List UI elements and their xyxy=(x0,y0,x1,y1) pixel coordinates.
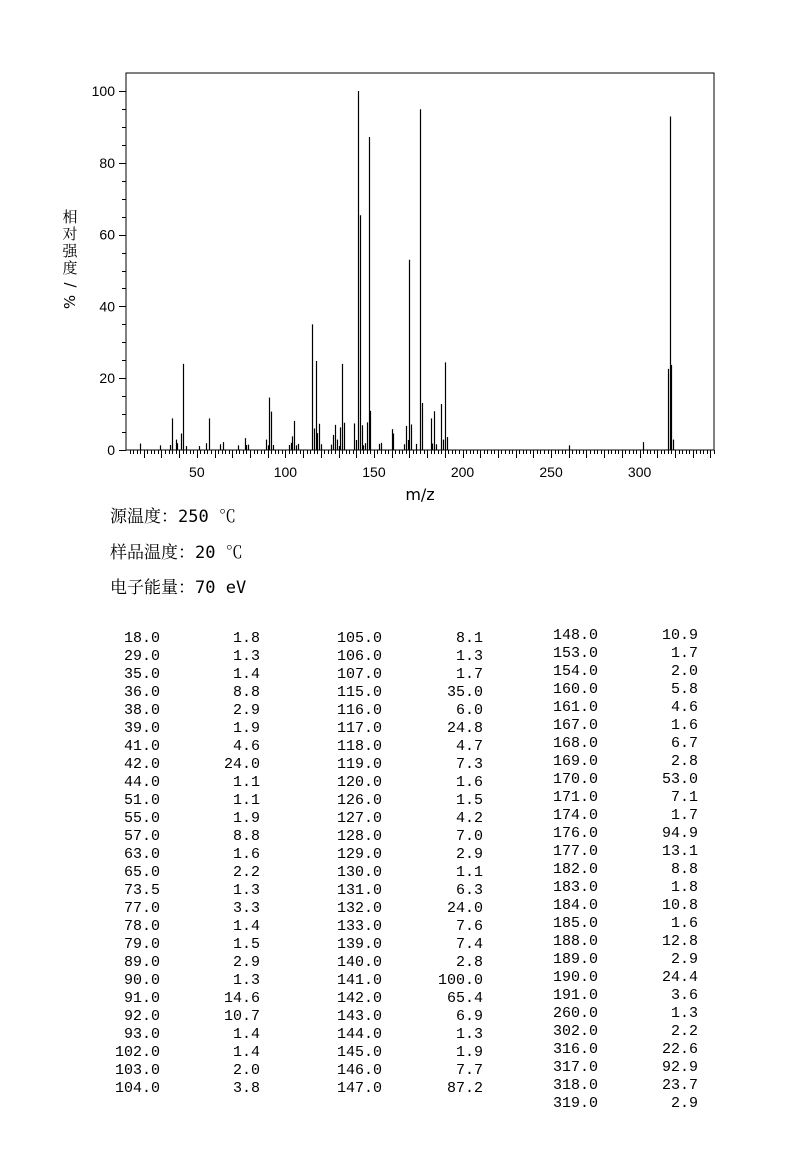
peak-table-row xyxy=(0,861,698,879)
peak-abundance: 1.4 xyxy=(232,918,260,935)
peak-table-row xyxy=(0,987,698,1005)
peak-abundance: 10.9 xyxy=(661,627,698,644)
peak-abundance: 1.3 xyxy=(232,972,260,989)
peak-abundance: 1.4 xyxy=(232,666,260,683)
y-axis-label-char: 强 xyxy=(62,242,78,260)
peak-abundance: 53.0 xyxy=(661,771,698,788)
x-tick-label: 50 xyxy=(189,464,205,480)
peak-abundance: 2.9 xyxy=(455,846,483,863)
peak-abundance: 7.4 xyxy=(455,936,483,953)
peak-mz: 57.0 xyxy=(123,828,160,845)
peak-table-row xyxy=(0,969,698,987)
peak-abundance: 24.4 xyxy=(661,969,698,986)
peak-mz: 145.0 xyxy=(336,1044,382,1061)
peak-table-row xyxy=(0,1023,698,1041)
peak-mz: 127.0 xyxy=(336,810,382,827)
peak-mz: 65.0 xyxy=(123,864,160,881)
peak-abundance: 2.0 xyxy=(232,1062,260,1079)
peak-abundance: 1.3 xyxy=(232,648,260,665)
peak-mz: 260.0 xyxy=(552,1005,598,1022)
peak-table-row xyxy=(0,771,698,789)
peak-abundance: 2.9 xyxy=(670,1095,698,1112)
peak-mz: 41.0 xyxy=(123,738,160,755)
peak-abundance: 1.8 xyxy=(670,879,698,896)
peak-mz: 171.0 xyxy=(552,789,598,806)
peak-abundance: 94.9 xyxy=(661,825,698,842)
peak-mz: 102.0 xyxy=(114,1044,160,1061)
peak-abundance: 2.8 xyxy=(670,753,698,770)
peak-mz: 51.0 xyxy=(123,792,160,809)
peak-mz: 35.0 xyxy=(123,666,160,683)
peak-abundance: 65.4 xyxy=(446,990,483,1007)
peak-mz: 42.0 xyxy=(123,756,160,773)
peak-abundance: 23.7 xyxy=(661,1077,698,1094)
peak-mz: 139.0 xyxy=(336,936,382,953)
peak-abundance: 24.8 xyxy=(446,720,483,737)
peak-abundance: 1.6 xyxy=(232,846,260,863)
peak-abundance: 87.2 xyxy=(446,1080,483,1097)
peak-table-row xyxy=(0,699,698,717)
peak-abundance: 12.8 xyxy=(661,933,698,950)
peak-abundance: 4.7 xyxy=(455,738,483,755)
peak-abundance: 100.0 xyxy=(437,972,483,989)
peak-mz: 93.0 xyxy=(123,1026,160,1043)
peak-abundance: 4.6 xyxy=(232,738,260,755)
peak-abundance: 1.4 xyxy=(232,1044,260,1061)
peak-abundance: 8.8 xyxy=(232,684,260,701)
peak-mz: 144.0 xyxy=(336,1026,382,1043)
peak-mz: 18.0 xyxy=(123,630,160,647)
peak-abundance: 4.2 xyxy=(455,810,483,827)
x-tick-label: 200 xyxy=(450,464,475,480)
peak-mz: 36.0 xyxy=(123,684,160,701)
peak-abundance: 1.8 xyxy=(232,630,260,647)
peak-abundance: 1.1 xyxy=(232,792,260,809)
peak-abundance: 7.0 xyxy=(455,828,483,845)
y-tick-label: 100 xyxy=(91,83,115,99)
peak-abundance: 2.9 xyxy=(232,702,260,719)
peak-abundance: 8.8 xyxy=(232,828,260,845)
peak-abundance: 35.0 xyxy=(446,684,483,701)
peak-abundance: 2.9 xyxy=(670,951,698,968)
x-tick-label: 150 xyxy=(362,464,386,480)
peak-abundance: 1.9 xyxy=(232,720,260,737)
peak-abundance: 6.3 xyxy=(455,882,483,899)
peak-abundance: 2.9 xyxy=(232,954,260,971)
peak-table-column-3 xyxy=(0,627,698,1113)
peak-mz: 73.5 xyxy=(123,882,160,899)
peak-mz: 55.0 xyxy=(123,810,160,827)
peak-mz: 105.0 xyxy=(336,630,382,647)
peak-table-row xyxy=(0,1041,698,1059)
y-axis-label-char: / xyxy=(61,282,79,288)
peak-table-row xyxy=(0,1005,698,1023)
peak-abundance: 1.4 xyxy=(232,1026,260,1043)
peak-abundance: 1.7 xyxy=(670,807,698,824)
peak-mz: 318.0 xyxy=(552,1077,598,1094)
peak-mz: 104.0 xyxy=(114,1080,160,1097)
peak-abundance: 1.9 xyxy=(232,810,260,827)
peak-mz: 141.0 xyxy=(336,972,382,989)
y-axis-label-char: 对 xyxy=(62,225,78,243)
peak-mz: 169.0 xyxy=(552,753,598,770)
y-tick-label: 0 xyxy=(107,442,115,458)
peak-abundance: 6.0 xyxy=(455,702,483,719)
peak-table-row xyxy=(0,951,698,969)
peak-mz: 182.0 xyxy=(552,861,598,878)
peak-table-row xyxy=(0,627,698,645)
peak-abundance: 92.9 xyxy=(661,1059,698,1076)
peak-mz: 154.0 xyxy=(552,663,598,680)
peak-abundance: 1.3 xyxy=(455,1026,483,1043)
x-tick-label: 300 xyxy=(627,464,652,480)
peak-abundance: 6.9 xyxy=(455,1008,483,1025)
peak-mz: 130.0 xyxy=(336,864,382,881)
peak-mz: 161.0 xyxy=(552,699,598,716)
y-tick-label: 60 xyxy=(99,226,115,243)
peak-table-row xyxy=(0,933,698,951)
peak-abundance: 2.8 xyxy=(455,954,483,971)
peak-mz: 79.0 xyxy=(123,936,160,953)
peak-table-row xyxy=(0,735,698,753)
peak-mz: 89.0 xyxy=(123,954,160,971)
peak-abundance: 1.1 xyxy=(455,864,483,881)
peak-table-row xyxy=(0,1095,698,1113)
y-tick-label: 20 xyxy=(99,370,115,387)
peak-abundance: 1.7 xyxy=(455,666,483,683)
peak-table-row xyxy=(0,645,698,663)
peak-table-row xyxy=(0,663,698,681)
peak-mz: 317.0 xyxy=(552,1059,598,1076)
peak-abundance: 1.6 xyxy=(455,774,483,791)
peak-mz: 129.0 xyxy=(336,846,382,863)
electron-energy: 电子能量：70 eV xyxy=(110,578,247,598)
peak-mz: 176.0 xyxy=(552,825,598,842)
peak-mz: 44.0 xyxy=(123,774,160,791)
peak-abundance: 1.9 xyxy=(455,1044,483,1061)
peak-mz: 177.0 xyxy=(552,843,598,860)
peak-abundance: 24.0 xyxy=(223,756,260,773)
peak-abundance: 10.8 xyxy=(661,897,698,914)
peak-mz: 184.0 xyxy=(552,897,598,914)
peak-mz: 106.0 xyxy=(336,648,382,665)
peak-table-row xyxy=(0,753,698,771)
peak-mz: 190.0 xyxy=(552,969,598,986)
peak-mz: 29.0 xyxy=(123,648,160,665)
peak-mz: 191.0 xyxy=(552,987,598,1004)
peak-abundance: 5.8 xyxy=(670,681,698,698)
peak-abundance: 1.5 xyxy=(455,792,483,809)
peak-abundance: 14.6 xyxy=(223,990,260,1007)
peak-abundance: 22.6 xyxy=(661,1041,698,1058)
peak-abundance: 1.3 xyxy=(670,1005,698,1022)
peak-abundance: 7.1 xyxy=(670,789,698,806)
peak-mz: 78.0 xyxy=(123,918,160,935)
mass-spectrum-chart xyxy=(0,0,794,510)
peak-abundance: 24.0 xyxy=(446,900,483,917)
peak-abundance: 3.3 xyxy=(232,900,260,917)
peak-mz: 118.0 xyxy=(336,738,382,755)
peak-table-row xyxy=(0,681,698,699)
peak-mz: 143.0 xyxy=(336,1008,382,1025)
peak-table-row xyxy=(0,825,698,843)
peak-abundance: 2.2 xyxy=(232,864,260,881)
peak-table-row xyxy=(0,879,698,897)
peak-abundance: 10.7 xyxy=(223,1008,260,1025)
peak-mz: 167.0 xyxy=(552,717,598,734)
peak-abundance: 4.6 xyxy=(670,699,698,716)
peak-abundance: 8.1 xyxy=(455,630,483,647)
peak-table-row xyxy=(0,1077,698,1095)
peak-mz: 120.0 xyxy=(336,774,382,791)
peak-mz: 319.0 xyxy=(552,1095,598,1112)
peak-mz: 189.0 xyxy=(552,951,598,968)
peak-mz: 188.0 xyxy=(552,933,598,950)
peak-abundance: 7.6 xyxy=(455,918,483,935)
peak-mz: 131.0 xyxy=(336,882,382,899)
peak-mz: 148.0 xyxy=(552,627,598,644)
peak-table-row xyxy=(0,1059,698,1077)
peak-abundance: 1.1 xyxy=(232,774,260,791)
peak-mz: 140.0 xyxy=(336,954,382,971)
peak-mz: 119.0 xyxy=(336,756,382,773)
source-temperature: 源温度：250 ℃ xyxy=(110,507,236,527)
y-axis-label-char: 度 xyxy=(62,259,78,277)
peak-mz: 133.0 xyxy=(336,918,382,935)
peak-mz: 90.0 xyxy=(123,972,160,989)
peak-mz: 142.0 xyxy=(336,990,382,1007)
peak-abundance: 1.7 xyxy=(670,645,698,662)
peak-mz: 146.0 xyxy=(336,1062,382,1079)
peak-mz: 39.0 xyxy=(123,720,160,737)
peak-mz: 92.0 xyxy=(123,1008,160,1025)
sample-temperature: 样品温度：20 ℃ xyxy=(110,543,243,563)
peak-mz: 183.0 xyxy=(552,879,598,896)
peak-abundance: 2.2 xyxy=(670,1023,698,1040)
peak-mz: 116.0 xyxy=(336,702,382,719)
peak-abundance: 13.1 xyxy=(661,843,698,860)
peak-mz: 153.0 xyxy=(552,645,598,662)
peak-table-row xyxy=(0,807,698,825)
peak-mz: 103.0 xyxy=(114,1062,160,1079)
peak-mz: 160.0 xyxy=(552,681,598,698)
peak-mz: 128.0 xyxy=(336,828,382,845)
peak-table-row xyxy=(0,789,698,807)
peak-abundance: 6.7 xyxy=(670,735,698,752)
peak-table-row xyxy=(0,897,698,915)
peak-abundance: 1.3 xyxy=(455,648,483,665)
peak-abundance: 1.6 xyxy=(670,915,698,932)
peak-abundance: 7.3 xyxy=(455,756,483,773)
peak-abundance: 8.8 xyxy=(670,861,698,878)
peak-mz: 132.0 xyxy=(336,900,382,917)
peak-mz: 117.0 xyxy=(336,720,382,737)
peak-table-row xyxy=(0,843,698,861)
peak-mz: 126.0 xyxy=(336,792,382,809)
peak-abundance: 1.5 xyxy=(232,936,260,953)
peak-mz: 147.0 xyxy=(336,1080,382,1097)
peak-mz: 170.0 xyxy=(552,771,598,788)
peak-mz: 91.0 xyxy=(123,990,160,1007)
peak-table-row xyxy=(0,915,698,933)
y-tick-label: 80 xyxy=(99,154,115,171)
y-axis-label-char: % xyxy=(61,294,79,310)
peak-mz: 38.0 xyxy=(123,702,160,719)
peak-mz: 316.0 xyxy=(552,1041,598,1058)
y-axis-label-char: 相 xyxy=(62,208,78,226)
peak-table-row xyxy=(0,717,698,735)
peak-mz: 168.0 xyxy=(552,735,598,752)
peak-mz: 107.0 xyxy=(336,666,382,683)
peak-mz: 115.0 xyxy=(336,684,382,701)
y-tick-label: 40 xyxy=(99,298,115,315)
peak-mz: 185.0 xyxy=(552,915,598,932)
x-tick-label: 250 xyxy=(539,464,563,480)
peak-abundance: 3.8 xyxy=(232,1080,260,1097)
x-axis-label: m/z xyxy=(405,485,435,504)
peak-abundance: 2.0 xyxy=(670,663,698,680)
peak-abundance: 7.7 xyxy=(455,1062,483,1079)
peak-abundance: 3.6 xyxy=(670,987,698,1004)
peak-mz: 302.0 xyxy=(552,1023,598,1040)
x-tick-label: 100 xyxy=(273,464,298,480)
peak-mz: 77.0 xyxy=(123,900,160,917)
peak-abundance: 1.3 xyxy=(232,882,260,899)
peak-mz: 174.0 xyxy=(552,807,598,824)
peak-mz: 63.0 xyxy=(123,846,160,863)
peak-abundance: 1.6 xyxy=(670,717,698,734)
